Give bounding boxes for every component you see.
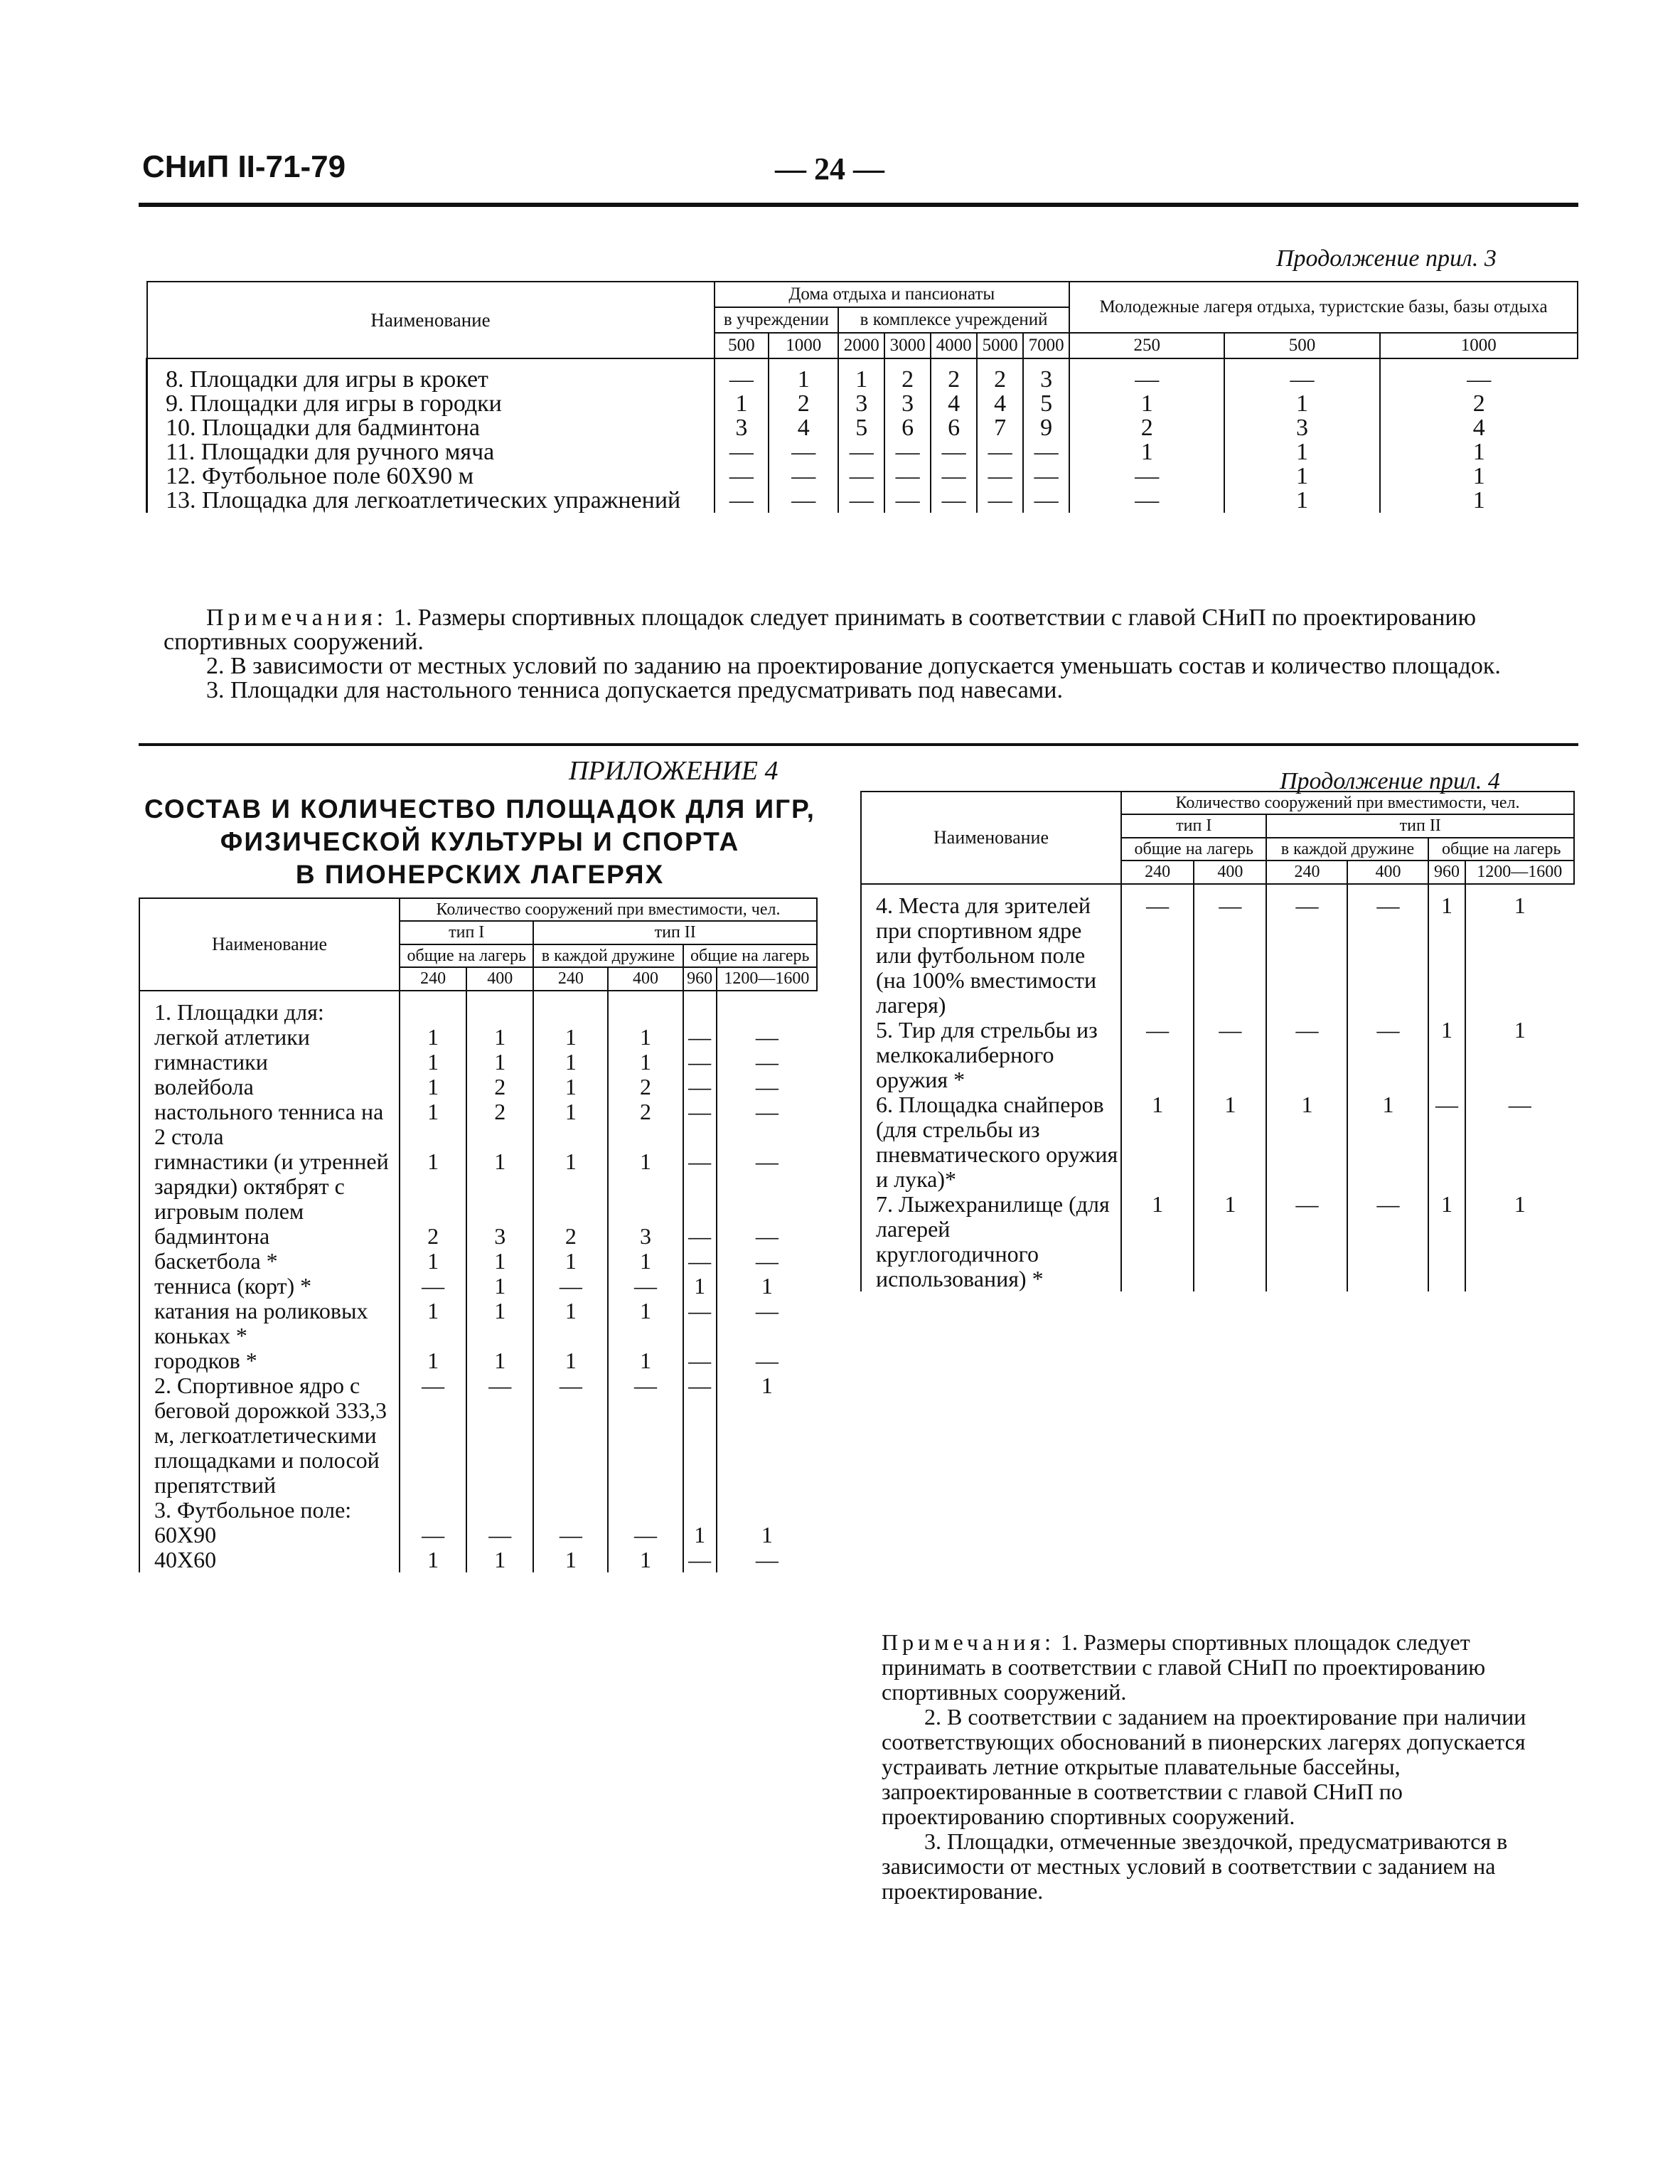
cell-value: 2 <box>466 1075 533 1099</box>
notes-heading: Примечания: <box>206 604 388 631</box>
row-name: 60X90 <box>139 1523 400 1548</box>
table-row <box>139 1050 817 1075</box>
cell-value: — <box>683 1348 717 1373</box>
row-name: 2. Спортивное ядро с беговой дорожкой 333,3 м, легкоатлетическими площадками и полосой препятствий <box>139 1373 400 1498</box>
cell-value: 1 <box>608 1149 683 1224</box>
cell-value: — <box>1266 1192 1347 1291</box>
row-name: тенниса (корт) * <box>139 1274 400 1299</box>
cell-value: 1 <box>1428 884 1465 1018</box>
cell-value: 1 <box>466 1050 533 1075</box>
cell-value: 1 <box>608 1025 683 1050</box>
row-name: 6. Площадка снайперов (для стрельбы из пневматического оружия и лука)* <box>861 1092 1121 1192</box>
cell-value: — <box>715 489 769 513</box>
type-1-header: тип I <box>400 921 533 944</box>
cell-value: — <box>683 1224 717 1249</box>
cell-value: 5 <box>1023 392 1069 416</box>
cell-value: 3 <box>1023 358 1069 392</box>
cell-value: 4 <box>977 392 1023 416</box>
app4-table-left <box>139 897 818 1572</box>
capacity-header: 240 <box>400 967 466 991</box>
title-line-1: СОСТАВ И КОЛИЧЕСТВО ПЛОЩАДОК ДЛЯ ИГР, <box>144 794 815 824</box>
table-row <box>139 1249 817 1274</box>
cell-value: 1 <box>717 1373 817 1498</box>
cell-value: 1 <box>717 1523 817 1548</box>
cell-value: — <box>715 440 769 464</box>
cell-value <box>533 1498 608 1523</box>
cell-value: — <box>931 489 977 513</box>
cell-value: 1 <box>1224 440 1379 464</box>
row-name: 5. Тир для стрельбы из мелкокалиберного оружия * <box>861 1018 1121 1092</box>
table-row <box>861 884 1574 1018</box>
cell-value: 1 <box>715 392 769 416</box>
appendix-4-label: ПРИЛОЖЕНИЕ 4 <box>569 756 779 786</box>
cell-value: 1 <box>1224 392 1379 416</box>
cell-value: 1 <box>608 1548 683 1572</box>
table-row <box>861 1018 1574 1092</box>
cell-value: — <box>1347 1018 1428 1092</box>
cell-value: — <box>1428 1092 1465 1192</box>
capacity-header: 1200—1600 <box>717 967 817 991</box>
cell-value: — <box>715 464 769 489</box>
cell-value: 1 <box>1069 440 1224 464</box>
sub-in-institution: в учреждении <box>715 307 839 333</box>
cell-value: — <box>838 464 884 489</box>
cell-value: 1 <box>838 358 884 392</box>
note-3: 3. Площадки для настольного тенниса допускается предусматривать под навесами. <box>206 677 1063 703</box>
cell-value: 1 <box>1347 1092 1428 1192</box>
capacity-header: 240 <box>1266 861 1347 884</box>
cell-value: — <box>683 1249 717 1274</box>
note4-1: 1. Размеры спортивных площадок следует принимать в соответствии с главой СНиП по проектированию спортивных сооружений. <box>882 1629 1486 1705</box>
cell-value: — <box>466 1373 533 1498</box>
qty-header: Количество сооружений при вместимости, чел. <box>400 898 817 921</box>
cell-value: 1 <box>533 1149 608 1224</box>
row-name: 8. Площадки для игры в крокет <box>147 358 715 392</box>
cell-value: — <box>717 1075 817 1099</box>
row-name: 40X60 <box>139 1548 400 1572</box>
cell-value: 3 <box>1224 416 1379 440</box>
cell-value: 1 <box>1380 464 1578 489</box>
table-row <box>139 1075 817 1099</box>
cell-value: 1 <box>1224 489 1379 513</box>
cell-value <box>466 991 533 1025</box>
cell-value: 1 <box>533 1548 608 1572</box>
row-name: гимнастики <box>139 1050 400 1075</box>
cell-value: 1 <box>533 1025 608 1050</box>
app4-continuation: Продолжение прил. 4 <box>1280 768 1500 794</box>
cell-value: 3 <box>838 392 884 416</box>
cell-value: 1 <box>683 1274 717 1299</box>
cell-value: 1 <box>608 1299 683 1348</box>
capacity-header: 400 <box>466 967 533 991</box>
cell-value: 4 <box>1380 416 1578 440</box>
cell-value: — <box>1266 1018 1347 1092</box>
common-header: общие на лагерь <box>1121 838 1266 861</box>
capacity-header: 1000 <box>769 333 838 358</box>
cell-value: 1 <box>1465 884 1574 1018</box>
cell-value: 1 <box>717 1274 817 1299</box>
cell-value: 1 <box>1121 1092 1194 1192</box>
cell-value: 1 <box>683 1523 717 1548</box>
cell-value <box>533 991 608 1025</box>
cell-value: 3 <box>715 416 769 440</box>
table-row <box>147 416 1578 440</box>
row-name: 3. Футбольное поле: <box>139 1498 400 1523</box>
cell-value: — <box>717 1149 817 1224</box>
cell-value: — <box>1023 440 1069 464</box>
cell-value: 1 <box>533 1348 608 1373</box>
cell-value: — <box>533 1274 608 1299</box>
cell-value: 6 <box>931 416 977 440</box>
app3-bottom-rule <box>139 743 1578 746</box>
cell-value: 1 <box>533 1075 608 1099</box>
cell-value: — <box>769 489 838 513</box>
cell-value: 1 <box>608 1050 683 1075</box>
capacity-header: 400 <box>1194 861 1266 884</box>
row-name: гимнастики (и утренней зарядки) октябрят с игровым полем <box>139 1149 400 1224</box>
cell-value: — <box>1347 1192 1428 1291</box>
cell-value: — <box>1347 884 1428 1018</box>
cell-value: — <box>683 1548 717 1572</box>
cell-value: — <box>683 1149 717 1224</box>
cell-value: 1 <box>400 1075 466 1099</box>
type-1-header: тип I <box>1121 814 1266 838</box>
cell-value <box>717 991 817 1025</box>
table-row <box>139 1373 817 1498</box>
table-row <box>139 1548 817 1572</box>
col-name-header: Наименование <box>147 282 715 358</box>
note4-3: 3. Площадки, отмеченные звездочкой, предусматриваются в зависимости от местных условий в соответствии с заданием на проектирование. <box>882 1828 1508 1904</box>
row-name: 4. Места для зрителей при спортивном ядре или футбольном поле (на 100% вместимости лагеря) <box>861 884 1121 1018</box>
cell-value: 1 <box>608 1249 683 1274</box>
cell-value: — <box>717 1348 817 1373</box>
capacity-header: 7000 <box>1023 333 1069 358</box>
row-name: баскетбола * <box>139 1249 400 1274</box>
cell-value <box>717 1498 817 1523</box>
cell-value: — <box>717 1025 817 1050</box>
row-name: волейбола <box>139 1075 400 1099</box>
row-name: настольного тенниса на 2 стола <box>139 1099 400 1149</box>
cell-value: 1 <box>400 1249 466 1274</box>
cell-value: 2 <box>400 1224 466 1249</box>
table-row <box>147 440 1578 464</box>
table-row <box>139 991 817 1025</box>
cell-value: — <box>533 1373 608 1498</box>
app4-notes <box>882 1630 1557 1904</box>
note4-2: 2. В соответствии с заданием на проектирование при наличии соответствующих обоснований в пионерских лагерях допускается устраивать летние открытые плавательные бассейны, запроектированные в соответствии с главой СНиП по проектированию спортивных сооружений. <box>882 1704 1526 1829</box>
cell-value: 1 <box>1224 464 1379 489</box>
cell-value: — <box>717 1548 817 1572</box>
cell-value <box>608 1498 683 1523</box>
cell-value: 1 <box>466 1025 533 1050</box>
cell-value: 1 <box>400 1299 466 1348</box>
cell-value: 1 <box>1194 1092 1266 1192</box>
capacity-header: 3000 <box>884 333 931 358</box>
cell-value: 2 <box>769 392 838 416</box>
cell-value: — <box>1023 464 1069 489</box>
cell-value: — <box>931 440 977 464</box>
row-name: бадминтона <box>139 1224 400 1249</box>
cell-value: — <box>400 1523 466 1548</box>
cell-value: 1 <box>466 1299 533 1348</box>
cell-value: — <box>977 489 1023 513</box>
cell-value <box>608 991 683 1025</box>
row-name: 1. Площадки для: <box>139 991 400 1025</box>
common-header: общие на лагерь <box>400 944 533 967</box>
cell-value: 2 <box>608 1075 683 1099</box>
row-name: 10. Площадки для бадминтона <box>147 416 715 440</box>
capacity-header: 240 <box>533 967 608 991</box>
each-squad-header: в каждой дружине <box>1266 838 1428 861</box>
row-name: 9. Площадки для игры в городки <box>147 392 715 416</box>
qty-header: Количество сооружений при вместимости, чел. <box>1121 792 1574 814</box>
cell-value: 2 <box>533 1224 608 1249</box>
cell-value: — <box>1069 489 1224 513</box>
cell-value: — <box>466 1523 533 1548</box>
cell-value: 1 <box>1465 1018 1574 1092</box>
table-row <box>147 392 1578 416</box>
title-line-3: В ПИОНЕРСКИХ ЛАГЕРЯХ <box>295 860 665 889</box>
cell-value: — <box>717 1050 817 1075</box>
cell-value: — <box>1194 1018 1266 1092</box>
cell-value: 9 <box>1023 416 1069 440</box>
cell-value: 1 <box>533 1099 608 1149</box>
cell-value: 1 <box>1069 392 1224 416</box>
cell-value: 1 <box>400 1099 466 1149</box>
cell-value: 3 <box>466 1224 533 1249</box>
cell-value <box>466 1498 533 1523</box>
app3-table <box>146 281 1578 513</box>
cell-value: 1 <box>1194 1192 1266 1291</box>
cell-value <box>683 1498 717 1523</box>
common-header-2: общие на лагерь <box>683 944 817 967</box>
cell-value: — <box>1465 1092 1574 1192</box>
cell-value: 1 <box>400 1050 466 1075</box>
sub-in-complex: в комплексе учреждений <box>838 307 1069 333</box>
cell-value: 1 <box>400 1149 466 1224</box>
title-line-2: ФИЗИЧЕСКОЙ КУЛЬТУРЫ И СПОРТА <box>220 827 740 856</box>
row-name: катания на роликовых коньках * <box>139 1299 400 1348</box>
capacity-header: 400 <box>608 967 683 991</box>
cell-value: 1 <box>466 1149 533 1224</box>
cell-value: 1 <box>400 1348 466 1373</box>
app3-notes <box>164 606 1529 703</box>
row-name: 7. Лыжехранилище (для лагерей круглогодичного использования) * <box>861 1192 1121 1291</box>
table-row <box>139 1149 817 1224</box>
cell-value: 1 <box>533 1249 608 1274</box>
cell-value: 6 <box>884 416 931 440</box>
header-rule <box>139 203 1578 207</box>
cell-value: 2 <box>608 1099 683 1149</box>
cell-value: — <box>608 1373 683 1498</box>
row-name: городков * <box>139 1348 400 1373</box>
cell-value: 3 <box>608 1224 683 1249</box>
table-row <box>139 1523 817 1548</box>
cell-value <box>400 1498 466 1523</box>
row-name: 11. Площадки для ручного мяча <box>147 440 715 464</box>
cell-value: — <box>931 464 977 489</box>
cell-value: 1 <box>1380 440 1578 464</box>
cell-value: — <box>884 464 931 489</box>
capacity-header: 500 <box>1224 333 1379 358</box>
table-row <box>139 1224 817 1249</box>
page-number: — 24 — <box>775 151 884 186</box>
cell-value: — <box>1380 358 1578 392</box>
notes4-heading: Примечания: <box>882 1629 1056 1655</box>
cell-value: — <box>1194 884 1266 1018</box>
cell-value: — <box>533 1523 608 1548</box>
cell-value: 1 <box>608 1348 683 1373</box>
cell-value: — <box>769 440 838 464</box>
cell-value: 1 <box>466 1348 533 1373</box>
type-2-header: тип II <box>533 921 817 944</box>
cell-value: — <box>1224 358 1379 392</box>
cell-value: — <box>838 489 884 513</box>
cell-value: — <box>683 1299 717 1348</box>
cell-value: — <box>977 440 1023 464</box>
cell-value: 4 <box>769 416 838 440</box>
cell-value: 2 <box>1380 392 1578 416</box>
cell-value: 1 <box>1428 1018 1465 1092</box>
cell-value: — <box>1069 358 1224 392</box>
cell-value: — <box>884 440 931 464</box>
cell-value: 1 <box>466 1249 533 1274</box>
row-name: легкой атлетики <box>139 1025 400 1050</box>
note-1: 1. Размеры спортивных площадок следует принимать в соответствии с главой СНиП по проектированию спортивных сооружений. <box>164 604 1477 655</box>
capacity-header: 960 <box>683 967 717 991</box>
cell-value: 1 <box>1380 489 1578 513</box>
app4-table-right <box>860 791 1575 1291</box>
cell-value: — <box>715 358 769 392</box>
row-name: 13. Площадка для легкоатлетических упражнений <box>147 489 715 513</box>
capacity-header: 4000 <box>931 333 977 358</box>
table-row <box>139 1498 817 1523</box>
row-name: 12. Футбольное поле 60X90 м <box>147 464 715 489</box>
table-row <box>147 464 1578 489</box>
capacity-header: 400 <box>1347 861 1428 884</box>
capacity-header: 5000 <box>977 333 1023 358</box>
cell-value: — <box>1266 884 1347 1018</box>
cell-value: 1 <box>466 1274 533 1299</box>
cell-value: — <box>838 440 884 464</box>
capacity-header: 960 <box>1428 861 1465 884</box>
capacity-header: 240 <box>1121 861 1194 884</box>
cell-value: 1 <box>769 358 838 392</box>
cell-value: 2 <box>466 1099 533 1149</box>
cell-value: 1 <box>533 1050 608 1075</box>
cell-value: — <box>608 1523 683 1548</box>
cell-value: 5 <box>838 416 884 440</box>
cell-value: — <box>1069 464 1224 489</box>
table-row <box>861 1192 1574 1291</box>
group-rest-homes: Дома отдыха и пансионаты <box>715 282 1070 307</box>
cell-value: 1 <box>1266 1092 1347 1192</box>
table-row <box>139 1025 817 1050</box>
cell-value: — <box>977 464 1023 489</box>
common-header-2: общие на лагерь <box>1428 838 1574 861</box>
capacity-header: 1000 <box>1380 333 1578 358</box>
cell-value: 2 <box>1069 416 1224 440</box>
cell-value: — <box>683 1373 717 1498</box>
capacity-header: 2000 <box>838 333 884 358</box>
table-row <box>139 1099 817 1149</box>
note-2: 2. В зависимости от местных условий по заданию на проектирование допускается уменьшать состав и количество площадок. <box>206 653 1501 679</box>
capacity-header: 500 <box>715 333 769 358</box>
cell-value: — <box>769 464 838 489</box>
table-row <box>861 1092 1574 1192</box>
cell-value: 1 <box>400 1548 466 1572</box>
document-code: СНиП II-71-79 <box>142 149 346 184</box>
capacity-header: 1200—1600 <box>1465 861 1574 884</box>
cell-value: — <box>683 1025 717 1050</box>
cell-value <box>400 991 466 1025</box>
cell-value: — <box>1023 489 1069 513</box>
cell-value: 2 <box>931 358 977 392</box>
cell-value: 1 <box>400 1025 466 1050</box>
type-2-header: тип II <box>1266 814 1574 838</box>
capacity-header: 250 <box>1069 333 1224 358</box>
cell-value: 1 <box>533 1299 608 1348</box>
cell-value: — <box>884 489 931 513</box>
appendix-4-title <box>139 793 821 891</box>
cell-value: 4 <box>931 392 977 416</box>
cell-value: — <box>1121 1018 1194 1092</box>
app3-continuation: Продолжение прил. 3 <box>1276 245 1497 272</box>
cell-value: 1 <box>1428 1192 1465 1291</box>
cell-value: — <box>683 1099 717 1149</box>
table-row <box>147 489 1578 513</box>
col-name-header: Наименование <box>139 898 400 991</box>
cell-value: — <box>683 1075 717 1099</box>
cell-value: — <box>717 1224 817 1249</box>
cell-value: 1 <box>1121 1192 1194 1291</box>
cell-value: 2 <box>977 358 1023 392</box>
cell-value: — <box>717 1249 817 1274</box>
table-row <box>139 1348 817 1373</box>
cell-value: 1 <box>1465 1192 1574 1291</box>
cell-value: — <box>608 1274 683 1299</box>
col-name-header: Наименование <box>861 792 1121 884</box>
cell-value: — <box>400 1373 466 1498</box>
cell-value: 1 <box>466 1548 533 1572</box>
each-squad-header: в каждой дружине <box>533 944 683 967</box>
table-row <box>139 1274 817 1299</box>
cell-value: — <box>683 1050 717 1075</box>
cell-value: — <box>400 1274 466 1299</box>
cell-value: — <box>1121 884 1194 1018</box>
cell-value: 7 <box>977 416 1023 440</box>
cell-value: 3 <box>884 392 931 416</box>
cell-value <box>683 991 717 1025</box>
table-row <box>139 1299 817 1348</box>
cell-value: — <box>717 1299 817 1348</box>
table-row <box>147 358 1578 392</box>
cell-value: — <box>717 1099 817 1149</box>
group-youth-camps: Молодежные лагеря отдыха, туристские базы, базы отдыха <box>1069 282 1578 333</box>
cell-value: 2 <box>884 358 931 392</box>
